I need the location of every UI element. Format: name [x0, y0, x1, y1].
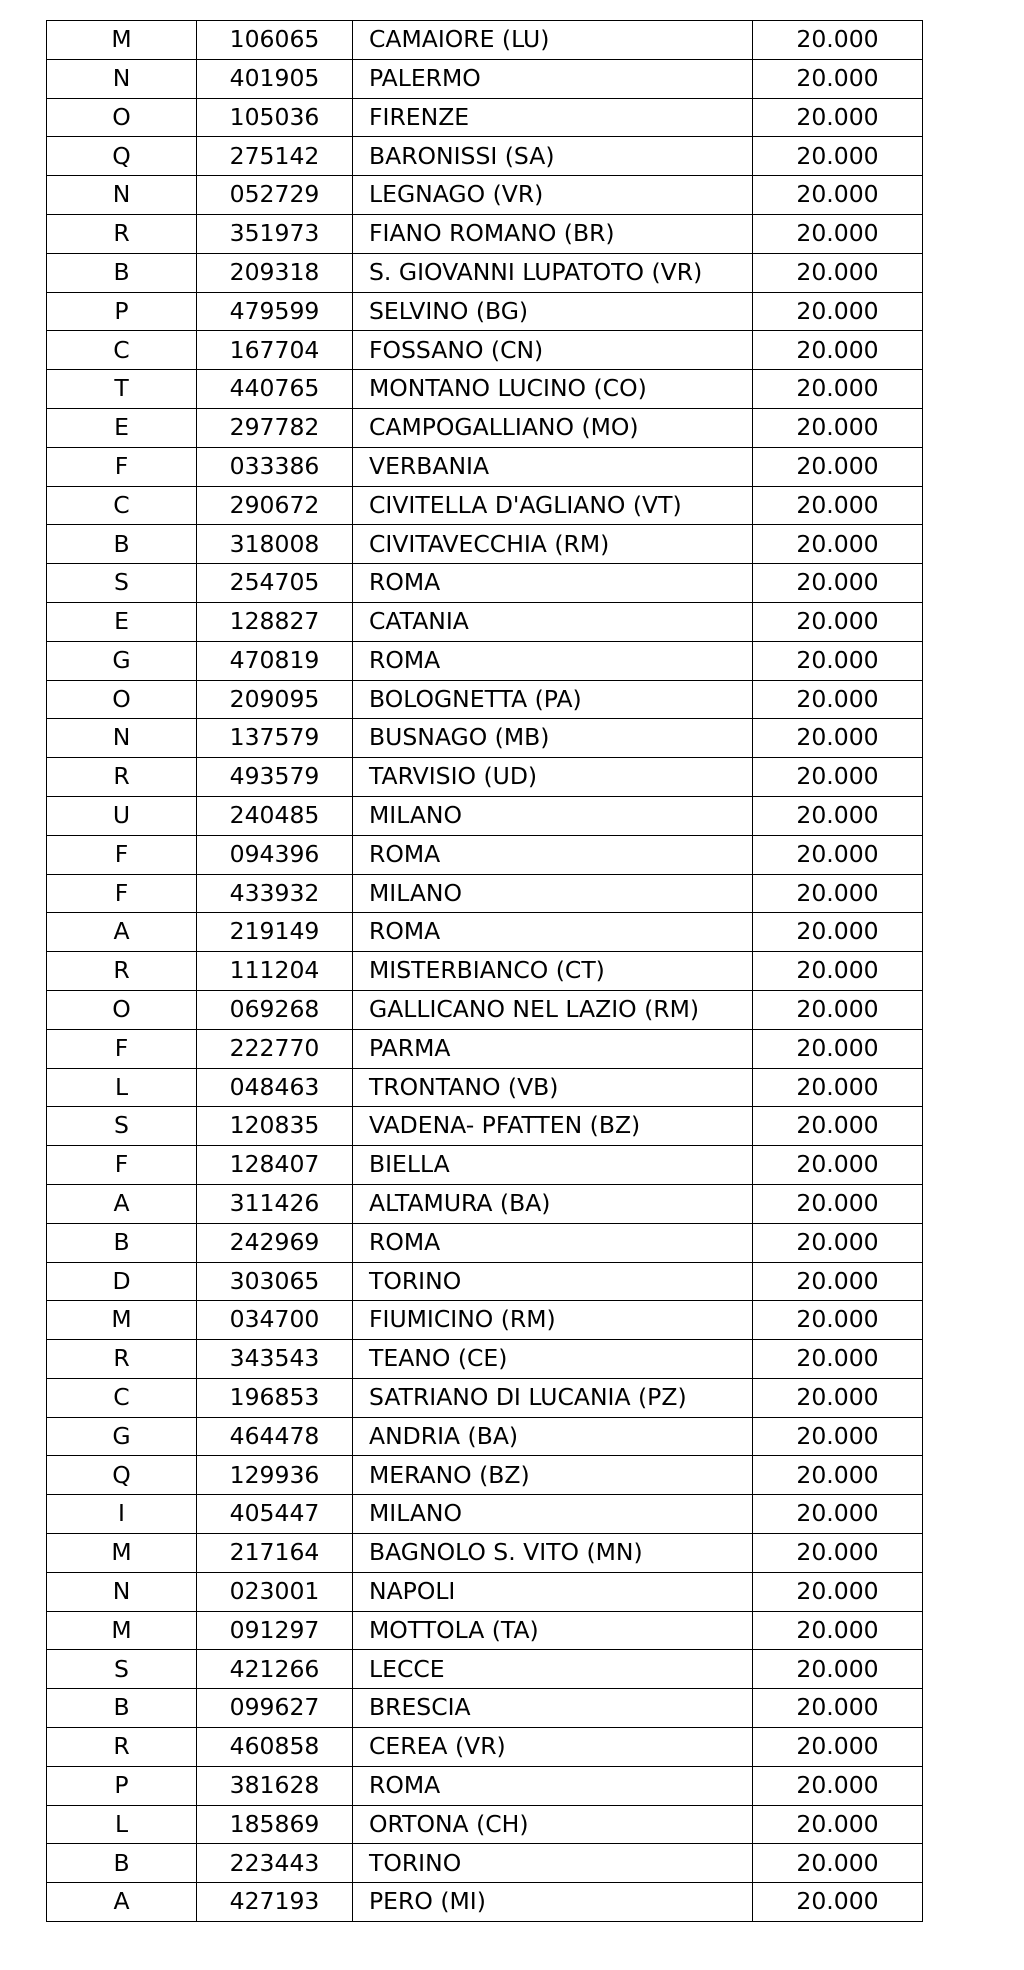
letter-cell: B [47, 1844, 197, 1883]
city-cell: ROMA [353, 641, 753, 680]
table-row [47, 137, 923, 176]
table-row [47, 1766, 923, 1805]
table-row [47, 796, 923, 835]
code-cell: 242969 [197, 1223, 353, 1262]
letter-cell: B [47, 1689, 197, 1728]
amount-cell: 20.000 [753, 253, 923, 292]
amount-cell: 20.000 [753, 1611, 923, 1650]
code-cell: 240485 [197, 796, 353, 835]
table-row [47, 1650, 923, 1689]
table-row [47, 1456, 923, 1495]
code-cell: 128407 [197, 1146, 353, 1185]
letter-cell: N [47, 176, 197, 215]
letter-cell: Q [47, 1456, 197, 1495]
code-cell: 120835 [197, 1107, 353, 1146]
amount-cell: 20.000 [753, 990, 923, 1029]
table-row [47, 292, 923, 331]
table-row [47, 564, 923, 603]
amount-cell: 20.000 [753, 1223, 923, 1262]
letter-cell: Q [47, 137, 197, 176]
table-row [47, 176, 923, 215]
letter-cell: G [47, 1417, 197, 1456]
letter-cell: S [47, 564, 197, 603]
letter-cell: O [47, 680, 197, 719]
amount-cell: 20.000 [753, 1184, 923, 1223]
table-row [47, 98, 923, 137]
letter-cell: E [47, 602, 197, 641]
letter-cell: C [47, 1378, 197, 1417]
code-cell: 222770 [197, 1029, 353, 1068]
amount-cell: 20.000 [753, 137, 923, 176]
letter-cell: G [47, 641, 197, 680]
code-cell: 493579 [197, 758, 353, 797]
code-cell: 440765 [197, 370, 353, 409]
amount-cell: 20.000 [753, 21, 923, 60]
letter-cell: A [47, 1883, 197, 1922]
code-cell: 219149 [197, 913, 353, 952]
city-cell: PARMA [353, 1029, 753, 1068]
amount-cell: 20.000 [753, 176, 923, 215]
code-cell: 023001 [197, 1572, 353, 1611]
city-cell: ALTAMURA (BA) [353, 1184, 753, 1223]
city-cell: NAPOLI [353, 1572, 753, 1611]
table-row [47, 370, 923, 409]
table-row [47, 1534, 923, 1573]
city-cell: MILANO [353, 796, 753, 835]
city-cell: PALERMO [353, 59, 753, 98]
letter-cell: R [47, 758, 197, 797]
code-cell: 223443 [197, 1844, 353, 1883]
city-cell: CEREA (VR) [353, 1728, 753, 1767]
city-cell: MERANO (BZ) [353, 1456, 753, 1495]
table-row [47, 641, 923, 680]
letter-cell: U [47, 796, 197, 835]
code-cell: 311426 [197, 1184, 353, 1223]
letter-cell: R [47, 952, 197, 991]
city-cell: TEANO (CE) [353, 1340, 753, 1379]
code-cell: 069268 [197, 990, 353, 1029]
code-cell: 297782 [197, 408, 353, 447]
code-cell: 464478 [197, 1417, 353, 1456]
table-row [47, 1184, 923, 1223]
code-cell: 105036 [197, 98, 353, 137]
code-cell: 129936 [197, 1456, 353, 1495]
table-row [47, 1495, 923, 1534]
code-cell: 033386 [197, 447, 353, 486]
city-cell: ORTONA (CH) [353, 1805, 753, 1844]
table-row [47, 1417, 923, 1456]
code-cell: 470819 [197, 641, 353, 680]
code-cell: 196853 [197, 1378, 353, 1417]
code-cell: 460858 [197, 1728, 353, 1767]
city-cell: BARONISSI (SA) [353, 137, 753, 176]
amount-cell: 20.000 [753, 525, 923, 564]
table-row [47, 59, 923, 98]
code-cell: 217164 [197, 1534, 353, 1573]
code-cell: 099627 [197, 1689, 353, 1728]
table-row [47, 719, 923, 758]
amount-cell: 20.000 [753, 98, 923, 137]
letter-cell: S [47, 1650, 197, 1689]
letter-cell: S [47, 1107, 197, 1146]
letter-cell: R [47, 214, 197, 253]
code-cell: 433932 [197, 874, 353, 913]
amount-cell: 20.000 [753, 331, 923, 370]
city-cell: SELVINO (BG) [353, 292, 753, 331]
table-row [47, 1340, 923, 1379]
city-cell: TARVISIO (UD) [353, 758, 753, 797]
letter-cell: B [47, 253, 197, 292]
city-cell: CATANIA [353, 602, 753, 641]
amount-cell: 20.000 [753, 292, 923, 331]
amount-cell: 20.000 [753, 1107, 923, 1146]
table-row [47, 1883, 923, 1922]
city-cell: BUSNAGO (MB) [353, 719, 753, 758]
amount-cell: 20.000 [753, 1456, 923, 1495]
table-row [47, 486, 923, 525]
letter-cell: F [47, 1146, 197, 1185]
amount-cell: 20.000 [753, 1689, 923, 1728]
code-cell: 351973 [197, 214, 353, 253]
amount-cell: 20.000 [753, 1146, 923, 1185]
code-cell: 034700 [197, 1301, 353, 1340]
city-cell: CAMPOGALLIANO (MO) [353, 408, 753, 447]
city-cell: GALLICANO NEL LAZIO (RM) [353, 990, 753, 1029]
amount-cell: 20.000 [753, 952, 923, 991]
city-cell: VADENA- PFATTEN (BZ) [353, 1107, 753, 1146]
amount-cell: 20.000 [753, 408, 923, 447]
table-row [47, 1107, 923, 1146]
city-cell: S. GIOVANNI LUPATOTO (VR) [353, 253, 753, 292]
code-cell: 111204 [197, 952, 353, 991]
city-cell: SATRIANO DI LUCANIA (PZ) [353, 1378, 753, 1417]
city-cell: ROMA [353, 564, 753, 603]
city-cell: FIUMICINO (RM) [353, 1301, 753, 1340]
city-cell: PERO (MI) [353, 1883, 753, 1922]
city-cell: CIVITAVECCHIA (RM) [353, 525, 753, 564]
letter-cell: B [47, 1223, 197, 1262]
table-row [47, 835, 923, 874]
table-row [47, 525, 923, 564]
amount-cell: 20.000 [753, 913, 923, 952]
table-row [47, 1689, 923, 1728]
city-cell: CAMAIORE (LU) [353, 21, 753, 60]
city-cell: LEGNAGO (VR) [353, 176, 753, 215]
city-cell: BRESCIA [353, 1689, 753, 1728]
amount-cell: 20.000 [753, 370, 923, 409]
letter-cell: N [47, 1572, 197, 1611]
code-cell: 167704 [197, 331, 353, 370]
city-cell: MOTTOLA (TA) [353, 1611, 753, 1650]
amount-cell: 20.000 [753, 1495, 923, 1534]
table-row [47, 447, 923, 486]
code-cell: 343543 [197, 1340, 353, 1379]
letter-cell: M [47, 1611, 197, 1650]
letter-cell: L [47, 1805, 197, 1844]
city-cell: TORINO [353, 1844, 753, 1883]
letter-cell: F [47, 835, 197, 874]
code-cell: 106065 [197, 21, 353, 60]
amount-cell: 20.000 [753, 1068, 923, 1107]
city-cell: TRONTANO (VB) [353, 1068, 753, 1107]
amount-cell: 20.000 [753, 1844, 923, 1883]
code-cell: 290672 [197, 486, 353, 525]
amount-cell: 20.000 [753, 1534, 923, 1573]
letter-cell: F [47, 447, 197, 486]
table-row [47, 1223, 923, 1262]
amount-cell: 20.000 [753, 1340, 923, 1379]
letter-cell: R [47, 1340, 197, 1379]
letter-cell: M [47, 1301, 197, 1340]
letter-cell: N [47, 59, 197, 98]
letter-cell: A [47, 1184, 197, 1223]
city-cell: ROMA [353, 913, 753, 952]
city-cell: ROMA [353, 835, 753, 874]
amount-cell: 20.000 [753, 1378, 923, 1417]
city-cell: MISTERBIANCO (CT) [353, 952, 753, 991]
amount-cell: 20.000 [753, 1301, 923, 1340]
letter-cell: L [47, 1068, 197, 1107]
city-cell: LECCE [353, 1650, 753, 1689]
code-cell: 303065 [197, 1262, 353, 1301]
letter-cell: O [47, 98, 197, 137]
code-cell: 128827 [197, 602, 353, 641]
amount-cell: 20.000 [753, 680, 923, 719]
amount-cell: 20.000 [753, 564, 923, 603]
table-row [47, 408, 923, 447]
code-cell: 209095 [197, 680, 353, 719]
code-cell: 254705 [197, 564, 353, 603]
city-cell: FIANO ROMANO (BR) [353, 214, 753, 253]
letter-cell: C [47, 486, 197, 525]
city-cell: ANDRIA (BA) [353, 1417, 753, 1456]
letter-cell: I [47, 1495, 197, 1534]
table-row [47, 1844, 923, 1883]
letter-cell: T [47, 370, 197, 409]
letter-cell: M [47, 1534, 197, 1573]
letter-cell: O [47, 990, 197, 1029]
letter-cell: F [47, 874, 197, 913]
code-cell: 137579 [197, 719, 353, 758]
letter-cell: M [47, 21, 197, 60]
code-cell: 381628 [197, 1766, 353, 1805]
amount-cell: 20.000 [753, 59, 923, 98]
code-cell: 052729 [197, 176, 353, 215]
city-cell: MONTANO LUCINO (CO) [353, 370, 753, 409]
amount-cell: 20.000 [753, 1572, 923, 1611]
code-cell: 427193 [197, 1883, 353, 1922]
amount-cell: 20.000 [753, 1766, 923, 1805]
letter-cell: P [47, 292, 197, 331]
amount-cell: 20.000 [753, 602, 923, 641]
amount-cell: 20.000 [753, 835, 923, 874]
table-row [47, 1068, 923, 1107]
table-row [47, 874, 923, 913]
city-cell: VERBANIA [353, 447, 753, 486]
table-row [47, 990, 923, 1029]
amount-cell: 20.000 [753, 214, 923, 253]
table-row [47, 1572, 923, 1611]
table-row [47, 1611, 923, 1650]
amount-cell: 20.000 [753, 486, 923, 525]
amount-cell: 20.000 [753, 1805, 923, 1844]
letter-cell: A [47, 913, 197, 952]
amount-cell: 20.000 [753, 1728, 923, 1767]
table-row [47, 602, 923, 641]
table-row [47, 952, 923, 991]
amount-cell: 20.000 [753, 719, 923, 758]
amount-cell: 20.000 [753, 1883, 923, 1922]
table-row [47, 1146, 923, 1185]
code-cell: 048463 [197, 1068, 353, 1107]
amount-cell: 20.000 [753, 874, 923, 913]
table-row [47, 1029, 923, 1068]
code-cell: 318008 [197, 525, 353, 564]
city-cell: TORINO [353, 1262, 753, 1301]
code-cell: 405447 [197, 1495, 353, 1534]
letter-cell: F [47, 1029, 197, 1068]
letter-cell: C [47, 331, 197, 370]
city-cell: MILANO [353, 1495, 753, 1534]
city-cell: ROMA [353, 1223, 753, 1262]
city-cell: CIVITELLA D'AGLIANO (VT) [353, 486, 753, 525]
code-cell: 094396 [197, 835, 353, 874]
table-row [47, 1378, 923, 1417]
letter-cell: B [47, 525, 197, 564]
table-body [47, 21, 923, 1922]
city-cell: MILANO [353, 874, 753, 913]
letter-cell: P [47, 1766, 197, 1805]
letter-cell: R [47, 1728, 197, 1767]
amount-cell: 20.000 [753, 447, 923, 486]
code-cell: 421266 [197, 1650, 353, 1689]
city-cell: BOLOGNETTA (PA) [353, 680, 753, 719]
city-cell: BAGNOLO S. VITO (MN) [353, 1534, 753, 1573]
code-cell: 185869 [197, 1805, 353, 1844]
amount-cell: 20.000 [753, 1029, 923, 1068]
amount-cell: 20.000 [753, 758, 923, 797]
table-row [47, 1301, 923, 1340]
letter-cell: E [47, 408, 197, 447]
table-row [47, 1728, 923, 1767]
code-cell: 209318 [197, 253, 353, 292]
code-cell: 091297 [197, 1611, 353, 1650]
amount-cell: 20.000 [753, 641, 923, 680]
city-cell: FIRENZE [353, 98, 753, 137]
table-row [47, 913, 923, 952]
table-row [47, 758, 923, 797]
table-row [47, 253, 923, 292]
city-cell: ROMA [353, 1766, 753, 1805]
letter-cell: D [47, 1262, 197, 1301]
letter-cell: N [47, 719, 197, 758]
code-cell: 479599 [197, 292, 353, 331]
code-cell: 275142 [197, 137, 353, 176]
table-row [47, 1262, 923, 1301]
amount-cell: 20.000 [753, 1262, 923, 1301]
amount-cell: 20.000 [753, 796, 923, 835]
amount-cell: 20.000 [753, 1417, 923, 1456]
code-cell: 401905 [197, 59, 353, 98]
table-row [47, 680, 923, 719]
winners-table [46, 20, 923, 1922]
table-row [47, 331, 923, 370]
city-cell: FOSSANO (CN) [353, 331, 753, 370]
table-row [47, 21, 923, 60]
amount-cell: 20.000 [753, 1650, 923, 1689]
table-row [47, 214, 923, 253]
city-cell: BIELLA [353, 1146, 753, 1185]
table-row [47, 1805, 923, 1844]
